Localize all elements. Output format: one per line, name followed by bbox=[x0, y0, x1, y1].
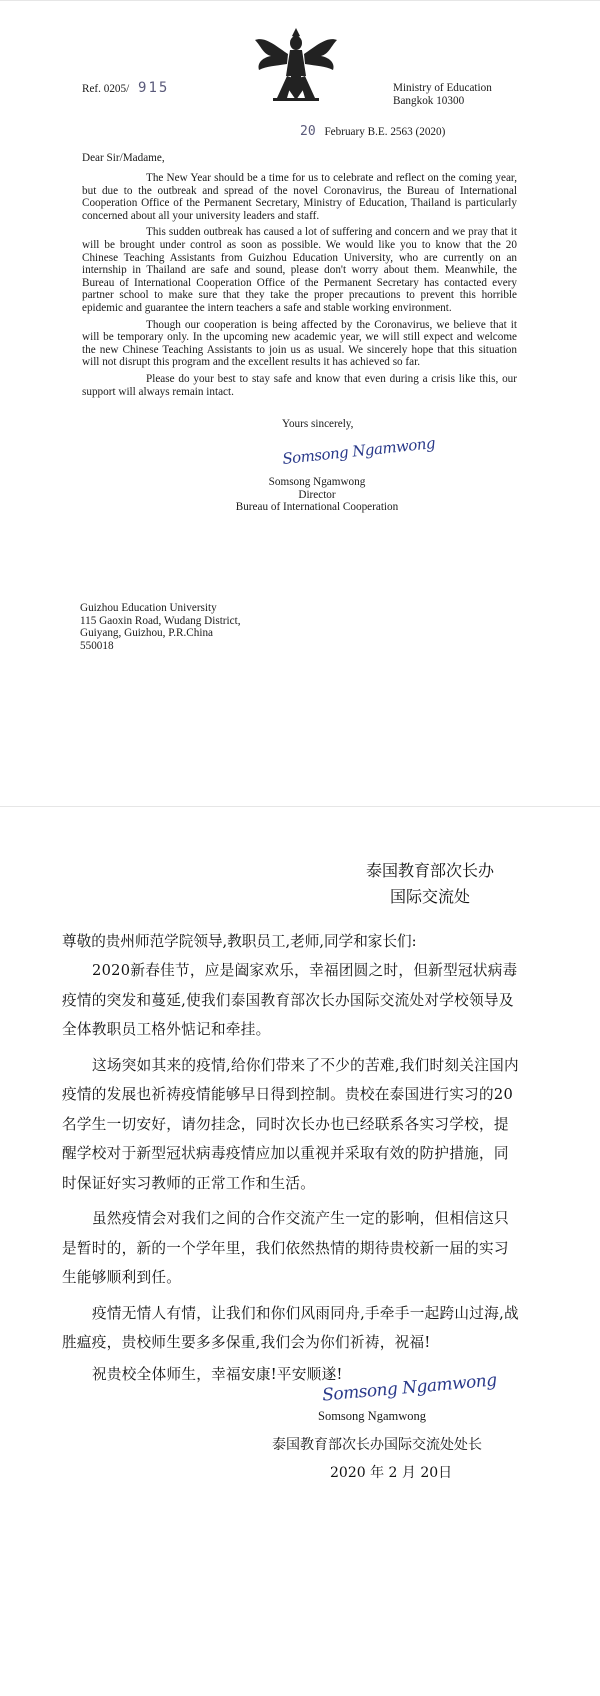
date-rest: February B.E. 2563 (2020) bbox=[324, 126, 446, 138]
zh-date: 2020 年 2 月 20日 bbox=[330, 1465, 453, 1481]
signer-org: Bureau of International Cooperation bbox=[235, 501, 399, 514]
recipient-address bbox=[80, 602, 241, 652]
body-paragraph: The New Year should be a time for us to celebrate and reflect on the coming year, but due to the outbreak and spread of the novel Coronavirus, the Bureau of International Cooperation Office of the Permanent Secretary, Ministry of Education, Thailand is particularly concerned about all your university leaders and staff. bbox=[82, 172, 517, 222]
zh-header bbox=[340, 858, 520, 910]
zh-header-line: 国际交流处 bbox=[389, 887, 470, 906]
zh-signer-title: 泰国教育部次长办国际交流处处长 bbox=[272, 1437, 482, 1453]
signature-zh: Somsong Ngamwong bbox=[321, 1370, 498, 1406]
signature-block bbox=[232, 476, 402, 514]
sender-line: Ministry of Education bbox=[393, 82, 492, 94]
zh-header-line: 泰国教育部次长办 bbox=[365, 861, 494, 880]
reference-line bbox=[82, 82, 169, 96]
address-line: 115 Gaoxin Road, Wudang District, bbox=[80, 614, 241, 627]
signer-name: Somsong Ngamwong bbox=[268, 476, 366, 488]
date-day: 20 bbox=[300, 124, 316, 139]
sender-address bbox=[393, 82, 492, 107]
address-line: Guizhou Education University bbox=[80, 602, 217, 614]
zh-letter-body bbox=[62, 956, 520, 1389]
closing: Yours sincerely, bbox=[282, 418, 354, 430]
zh-signer-name: Somsong Ngamwong bbox=[318, 1409, 426, 1423]
address-line: 550018 bbox=[80, 639, 114, 652]
body-paragraph: Please do your best to stay safe and know that even during a crisis like this, our support will always remain intact. bbox=[82, 372, 517, 398]
garuda-emblem-icon bbox=[251, 26, 341, 106]
sender-line: Bangkok 10300 bbox=[393, 94, 465, 107]
zh-paragraph: 这场突如其来的疫情,给你们带来了不少的苦难,我们时刻关注国内疫情的发展也祈祷疫情能够早日得到控制。贵校在泰国进行实习的20名学生一切安好，请勿挂念，同时次长办也已经联系各实习学校，提醒学校对于新型冠状病毒疫情应加以重视并采取有效的防护措施，同时保证好实习教师的正常工作和生活。 bbox=[62, 1056, 519, 1192]
signer-title: Director bbox=[298, 488, 336, 501]
body-paragraph: This sudden outbreak has caused a lot of suffering and concern and we pray that it will be brought under control as soon as possible. We would like you to know that the 20 Chinese Teaching Assistants from Guizhou Education University, who are currently on an internship in Thailand are safe and sound, please don't worry about them. Meanwhile, the Bureau of International Cooperation Office of the Permanent Secretary has contacted every partner school to make sure that they take the proper precautions to prevent this horrible epidemic and guarantee the intern teachers a safe and stable working environment. bbox=[82, 226, 517, 314]
signature-en: Somsong Ngamwong bbox=[281, 434, 436, 468]
letter-body bbox=[82, 172, 517, 398]
zh-paragraph: 祝贵校全体师生，幸福安康!平安顺遂! bbox=[92, 1365, 343, 1383]
letter-date bbox=[300, 126, 445, 139]
body-paragraph: Though our cooperation is being affected by the Coronavirus, we believe that it will be temporary only. In the upcoming new academic year, we will still expect and welcome the new Chinese Teaching Assistants to join us as usual. We sincerely hope that this situation will not disrupt this program and the excellent results it has achieved so far. bbox=[82, 318, 517, 369]
zh-paragraph: 2020新春佳节，应是阖家欢乐，幸福团圆之时，但新型冠状病毒疫情的突发和蔓延,使我们泰国教育部次长办国际交流处对学校领导及全体教职员工格外惦记和牵挂。 bbox=[62, 962, 518, 1038]
ref-label: Ref. 0205/ bbox=[82, 83, 130, 95]
salutation: Dear Sir/Madame, bbox=[82, 152, 165, 164]
zh-paragraph: 疫情无情人有情，让我们和你们风雨同舟,手牵手一起跨山过海,战胜瘟疫，贵校师生要多多保重,我们会为你们祈祷，祝福! bbox=[62, 1304, 519, 1351]
address-line: Guiyang, Guizhou, P.R.China bbox=[80, 627, 214, 640]
zh-salutation: 尊敬的贵州师范学院领导,教职员工,老师,同学和家长们: bbox=[62, 933, 417, 950]
zh-paragraph: 虽然疫情会对我们之间的合作交流产生一定的影响，但相信这只是暂时的，新的一个学年里，我们依然热情的期待贵校新一届的实习生能够顺利到任。 bbox=[62, 1210, 510, 1286]
ref-number: 915 bbox=[138, 80, 170, 96]
